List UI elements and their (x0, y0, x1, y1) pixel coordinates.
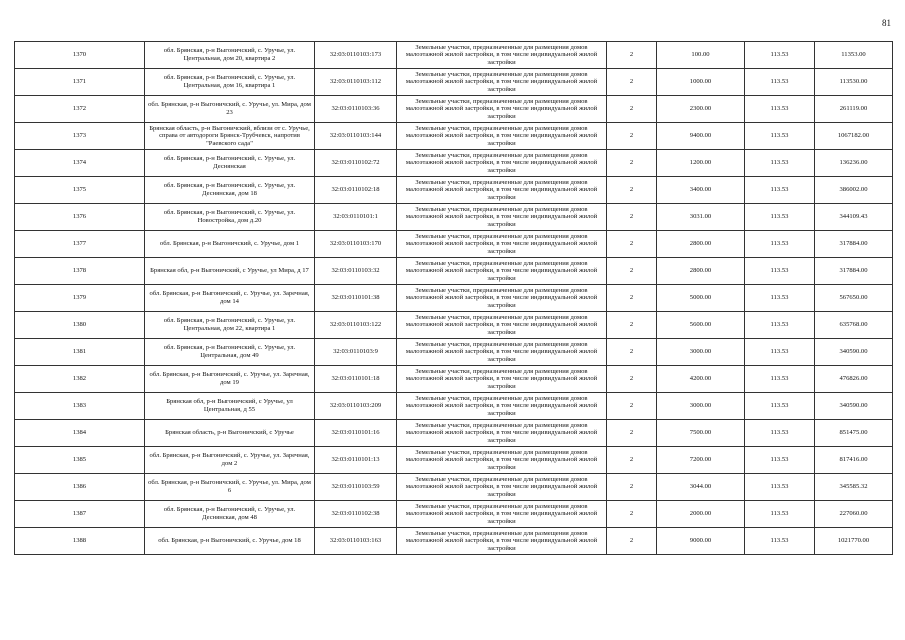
group-cell: 2 (607, 150, 657, 177)
area-cell: 5600.00 (657, 312, 745, 339)
table-row (15, 285, 893, 312)
group-cell: 2 (607, 123, 657, 150)
land-use-cell: Земельные участки, предназначенные для размещения домов малоэтажной жилой застройки, в том числе индивидуальной жилой застройки (397, 177, 607, 204)
group-cell: 2 (607, 96, 657, 123)
land-use-cell: Земельные участки, предназначенные для размещения домов малоэтажной жилой застройки, в том числе индивидуальной жилой застройки (397, 447, 607, 474)
land-use-cell: Земельные участки, предназначенные для размещения домов малоэтажной жилой застройки, в том числе индивидуальной жилой застройки (397, 42, 607, 69)
cadastral-number-cell: 32:03:0110103:9 (315, 339, 397, 366)
cadastral-number-cell: 32:03:0110103:163 (315, 528, 397, 555)
address-cell: Брянская обл, р-н Выгоничский, с Уручье, ул Центральная, д 55 (145, 393, 315, 420)
address-cell: обл. Брянская, р-н Выгоничский, с. Уручье, дом 1 (145, 231, 315, 258)
address-cell: обл. Брянская, р-н Выгоничский, с. Уручье, дом 18 (145, 528, 315, 555)
cadastral-number-cell: 32:03:0110101:38 (315, 285, 397, 312)
address-cell: Брянская обл, р-н Выгоничский, с Уручье, ул Мира, д 17 (145, 258, 315, 285)
table-row (15, 258, 893, 285)
row-number-cell: 1378 (15, 258, 145, 285)
group-cell: 2 (607, 42, 657, 69)
cadastral-number-cell: 32:03:0110103:173 (315, 42, 397, 69)
row-number-cell: 1370 (15, 42, 145, 69)
area-cell: 2800.00 (657, 258, 745, 285)
cadastral-value-cell: 386002.00 (815, 177, 893, 204)
table-row (15, 420, 893, 447)
cadastral-number-cell: 32:03:0110103:122 (315, 312, 397, 339)
address-cell: обл. Брянская, р-н Выгоничский, с. Уручье, ул. Заречная, дом 2 (145, 447, 315, 474)
land-use-cell: Земельные участки, предназначенные для размещения домов малоэтажной жилой застройки, в том числе индивидуальной жилой застройки (397, 339, 607, 366)
address-cell: обл. Брянская, р-н Выгоничский, с. Уручье, ул. Заречная, дом 19 (145, 366, 315, 393)
cadastral-value-cell: 227060.00 (815, 501, 893, 528)
area-cell: 3031.00 (657, 204, 745, 231)
rate-cell: 113.53 (745, 177, 815, 204)
row-number-cell: 1374 (15, 150, 145, 177)
table-row (15, 96, 893, 123)
group-cell: 2 (607, 258, 657, 285)
cadastral-value-cell: 817416.00 (815, 447, 893, 474)
area-cell: 2300.00 (657, 96, 745, 123)
area-cell: 7500.00 (657, 420, 745, 447)
cadastral-value-cell: 113530.00 (815, 69, 893, 96)
rate-cell: 113.53 (745, 69, 815, 96)
area-cell: 2000.00 (657, 501, 745, 528)
table-row (15, 528, 893, 555)
page-number: 81 (882, 18, 891, 28)
area-cell: 5000.00 (657, 285, 745, 312)
cadastral-number-cell: 32:03:0110103:209 (315, 393, 397, 420)
land-use-cell: Земельные участки, предназначенные для размещения домов малоэтажной жилой застройки, в том числе индивидуальной жилой застройки (397, 420, 607, 447)
table-body (15, 42, 893, 555)
row-number-cell: 1385 (15, 447, 145, 474)
rate-cell: 113.53 (745, 393, 815, 420)
table-row (15, 339, 893, 366)
cadastral-value-cell: 345585.32 (815, 474, 893, 501)
address-cell: обл. Брянская, р-н Выгоничский, с. Уручье, ул. Мира, дом 6 (145, 474, 315, 501)
land-use-cell: Земельные участки, предназначенные для размещения домов малоэтажной жилой застройки, в том числе индивидуальной жилой застройки (397, 123, 607, 150)
table-row (15, 177, 893, 204)
group-cell: 2 (607, 285, 657, 312)
rate-cell: 113.53 (745, 528, 815, 555)
cadastral-number-cell: 32:03:0110103:36 (315, 96, 397, 123)
row-number-cell: 1373 (15, 123, 145, 150)
rate-cell: 113.53 (745, 285, 815, 312)
row-number-cell: 1383 (15, 393, 145, 420)
cadastral-value-cell: 476826.00 (815, 366, 893, 393)
cadastral-value-cell: 567650.00 (815, 285, 893, 312)
cadastral-value-cell: 340590.00 (815, 339, 893, 366)
row-number-cell: 1387 (15, 501, 145, 528)
row-number-cell: 1376 (15, 204, 145, 231)
table-row (15, 393, 893, 420)
land-use-cell: Земельные участки, предназначенные для размещения домов малоэтажной жилой застройки, в том числе индивидуальной жилой застройки (397, 96, 607, 123)
area-cell: 1000.00 (657, 69, 745, 96)
row-number-cell: 1381 (15, 339, 145, 366)
row-number-cell: 1388 (15, 528, 145, 555)
table-row (15, 447, 893, 474)
cadastral-number-cell: 32:03:0110103:170 (315, 231, 397, 258)
area-cell: 9000.00 (657, 528, 745, 555)
cadastral-value-cell: 1067182.00 (815, 123, 893, 150)
rate-cell: 113.53 (745, 339, 815, 366)
area-cell: 4200.00 (657, 366, 745, 393)
land-register-table (14, 41, 893, 555)
rate-cell: 113.53 (745, 123, 815, 150)
land-use-cell: Земельные участки, предназначенные для размещения домов малоэтажной жилой застройки, в том числе индивидуальной жилой застройки (397, 366, 607, 393)
address-cell: обл. Брянская, р-н Выгоничский, с. Уручье, ул. Деснянская, дом 48 (145, 501, 315, 528)
table-row (15, 501, 893, 528)
land-use-cell: Земельные участки, предназначенные для размещения домов малоэтажной жилой застройки, в том числе индивидуальной жилой застройки (397, 231, 607, 258)
land-use-cell: Земельные участки, предназначенные для размещения домов малоэтажной жилой застройки, в том числе индивидуальной жилой застройки (397, 474, 607, 501)
land-use-cell: Земельные участки, предназначенные для размещения домов малоэтажной жилой застройки, в том числе индивидуальной жилой застройки (397, 150, 607, 177)
rate-cell: 113.53 (745, 447, 815, 474)
row-number-cell: 1379 (15, 285, 145, 312)
group-cell: 2 (607, 231, 657, 258)
land-use-cell: Земельные участки, предназначенные для размещения домов малоэтажной жилой застройки, в том числе индивидуальной жилой застройки (397, 312, 607, 339)
cadastral-number-cell: 32:03:0110101:13 (315, 447, 397, 474)
table-row (15, 204, 893, 231)
row-number-cell: 1371 (15, 69, 145, 96)
rate-cell: 113.53 (745, 312, 815, 339)
row-number-cell: 1380 (15, 312, 145, 339)
area-cell: 100.00 (657, 42, 745, 69)
land-use-cell: Земельные участки, предназначенные для размещения домов малоэтажной жилой застройки, в том числе индивидуальной жилой застройки (397, 501, 607, 528)
area-cell: 2800.00 (657, 231, 745, 258)
rate-cell: 113.53 (745, 204, 815, 231)
table-row (15, 231, 893, 258)
land-use-cell: Земельные участки, предназначенные для размещения домов малоэтажной жилой застройки, в том числе индивидуальной жилой застройки (397, 285, 607, 312)
cadastral-value-cell: 11353.00 (815, 42, 893, 69)
group-cell: 2 (607, 339, 657, 366)
cadastral-value-cell: 635768.00 (815, 312, 893, 339)
group-cell: 2 (607, 420, 657, 447)
rate-cell: 113.53 (745, 96, 815, 123)
address-cell: обл. Брянская, р-н Выгоничский, с. Уручье, ул. Центральная, дом 16, квартира 1 (145, 69, 315, 96)
table-row (15, 123, 893, 150)
rate-cell: 113.53 (745, 420, 815, 447)
land-use-cell: Земельные участки, предназначенные для размещения домов малоэтажной жилой застройки, в том числе индивидуальной жилой застройки (397, 204, 607, 231)
cadastral-value-cell: 317884.00 (815, 231, 893, 258)
row-number-cell: 1382 (15, 366, 145, 393)
address-cell: Брянская область, р-н Выгоничский, с Уручье (145, 420, 315, 447)
group-cell: 2 (607, 366, 657, 393)
area-cell: 9400.00 (657, 123, 745, 150)
area-cell: 7200.00 (657, 447, 745, 474)
rate-cell: 113.53 (745, 366, 815, 393)
cadastral-number-cell: 32:03:0110103:59 (315, 474, 397, 501)
address-cell: обл. Брянская, р-н Выгоничский, с. Уручье, ул. Центральная, дом 22, квартира 1 (145, 312, 315, 339)
address-cell: обл. Брянская, р-н Выгоничский, с. Уручье, ул. Деснянская (145, 150, 315, 177)
area-cell: 3000.00 (657, 339, 745, 366)
address-cell: обл. Брянская, р-н Выгоничский, с. Уручье, ул. Заречная, дом 14 (145, 285, 315, 312)
table-row (15, 366, 893, 393)
land-use-cell: Земельные участки, предназначенные для размещения домов малоэтажной жилой застройки, в том числе индивидуальной жилой застройки (397, 69, 607, 96)
cadastral-number-cell: 32:03:0110101:1 (315, 204, 397, 231)
address-cell: обл. Брянская, р-н Выгоничский, с. Уручье, ул. Новостройка, дом д.20 (145, 204, 315, 231)
cadastral-number-cell: 32:03:0110101:16 (315, 420, 397, 447)
cadastral-value-cell: 340590.00 (815, 393, 893, 420)
cadastral-value-cell: 344109.43 (815, 204, 893, 231)
address-cell: обл. Брянская, р-н Выгоничский, с. Уручье, ул. Деснянская, дом 18 (145, 177, 315, 204)
cadastral-number-cell: 32:03:0110102:18 (315, 177, 397, 204)
group-cell: 2 (607, 447, 657, 474)
area-cell: 3000.00 (657, 393, 745, 420)
address-cell: обл. Брянская, р-н Выгоничский, с. Уручье, ул. Центральная, дом 49 (145, 339, 315, 366)
group-cell: 2 (607, 177, 657, 204)
area-cell: 3400.00 (657, 177, 745, 204)
cadastral-value-cell: 317884.00 (815, 258, 893, 285)
cadastral-number-cell: 32:03:0110103:112 (315, 69, 397, 96)
row-number-cell: 1384 (15, 420, 145, 447)
table-row (15, 150, 893, 177)
rate-cell: 113.53 (745, 150, 815, 177)
group-cell: 2 (607, 474, 657, 501)
cadastral-number-cell: 32:03:0110103:144 (315, 123, 397, 150)
cadastral-number-cell: 32:03:0110101:18 (315, 366, 397, 393)
rate-cell: 113.53 (745, 42, 815, 69)
land-use-cell: Земельные участки, предназначенные для размещения домов малоэтажной жилой застройки, в том числе индивидуальной жилой застройки (397, 258, 607, 285)
rate-cell: 113.53 (745, 501, 815, 528)
rate-cell: 113.53 (745, 231, 815, 258)
rate-cell: 113.53 (745, 474, 815, 501)
land-use-cell: Земельные участки, предназначенные для размещения домов малоэтажной жилой застройки, в том числе индивидуальной жилой застройки (397, 393, 607, 420)
address-cell: обл. Брянская, р-н Выгоничский, с. Уручье, ул. Центральная, дом 20, квартира 2 (145, 42, 315, 69)
table-row (15, 69, 893, 96)
address-cell: Брянская область, р-н Выгоничский, вблизи от с. Уручье, справа от автодороги Брянск-Трубчевск, напротив "Раевского сада" (145, 123, 315, 150)
area-cell: 3044.00 (657, 474, 745, 501)
row-number-cell: 1377 (15, 231, 145, 258)
cadastral-number-cell: 32:03:0110102:72 (315, 150, 397, 177)
row-number-cell: 1372 (15, 96, 145, 123)
rate-cell: 113.53 (745, 258, 815, 285)
cadastral-value-cell: 851475.00 (815, 420, 893, 447)
group-cell: 2 (607, 69, 657, 96)
land-use-cell: Земельные участки, предназначенные для размещения домов малоэтажной жилой застройки, в том числе индивидуальной жилой застройки (397, 528, 607, 555)
row-number-cell: 1386 (15, 474, 145, 501)
cadastral-value-cell: 261119.00 (815, 96, 893, 123)
group-cell: 2 (607, 204, 657, 231)
table-row (15, 474, 893, 501)
table-row (15, 312, 893, 339)
group-cell: 2 (607, 528, 657, 555)
group-cell: 2 (607, 393, 657, 420)
cadastral-number-cell: 32:03:0110102:38 (315, 501, 397, 528)
address-cell: обл. Брянская, р-н Выгоничский, с. Уручье, ул. Мира, дом 23 (145, 96, 315, 123)
cadastral-value-cell: 1021770.00 (815, 528, 893, 555)
cadastral-value-cell: 136236.00 (815, 150, 893, 177)
group-cell: 2 (607, 312, 657, 339)
area-cell: 1200.00 (657, 150, 745, 177)
cadastral-number-cell: 32:03:0110103:32 (315, 258, 397, 285)
group-cell: 2 (607, 501, 657, 528)
table-row (15, 42, 893, 69)
row-number-cell: 1375 (15, 177, 145, 204)
